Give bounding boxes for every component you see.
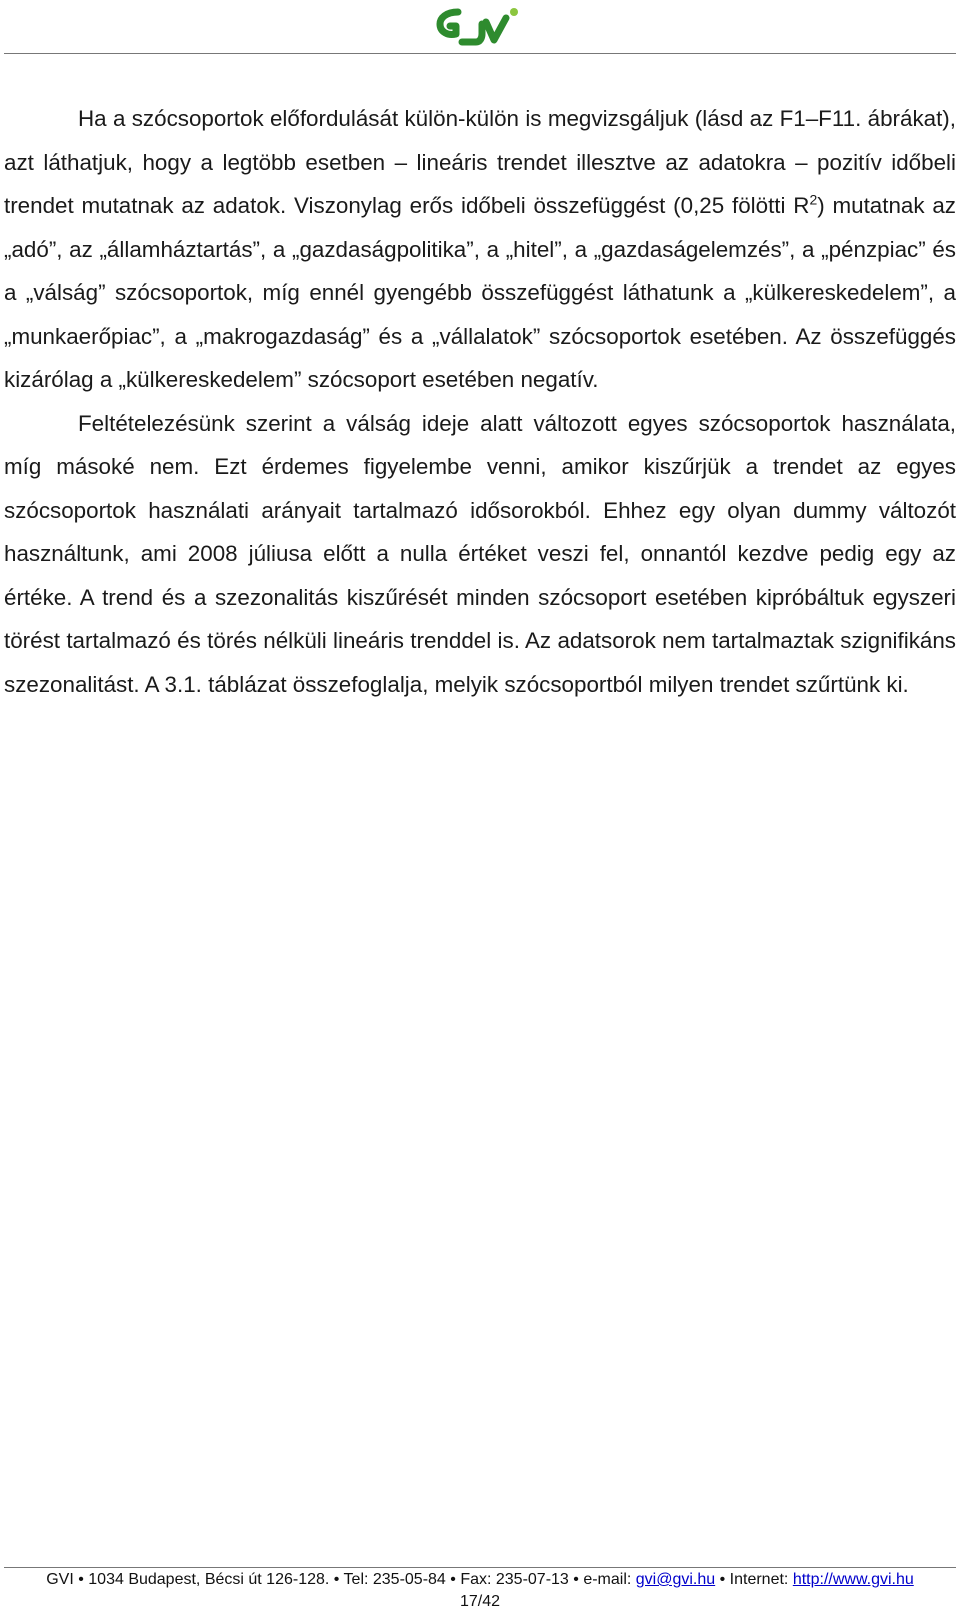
footer-address: GVI • 1034 Budapest, Bécsi út 126-128. • Tel: 235-05-84 • Fax: 235-07-13 • e-mail:: [46, 1571, 636, 1588]
document-body: [4, 97, 956, 706]
page-number: 17/42: [459, 1593, 501, 1610]
footer-divider: [4, 1567, 956, 1568]
footer-website-link[interactable]: http://www.gvi.hu: [792, 1571, 914, 1588]
gvi-logo-icon: [436, 2, 524, 48]
paragraph-1-part-b: ) mutatnak az „adó”, az „államháztartás”, a „gazdaságpolitika”, a „hitel”, a „gazdaságelemzés”, a „pénzpiac” és a „válság” szócsoportok, míg ennél gyengébb összefüggést láthatunk a „külkereskedelem”, a „munkaerőpiac”, a „makrogazdaság” és a „vállalatok” szócsoportok esetében. Az összefüggés kizárólag a „külkereskedelem” szócsoport esetében negatív.: [4, 193, 956, 392]
header-divider: [4, 53, 956, 54]
paragraph-1-part-a: Ha a szócsoportok előfordulását külön-külön is megvizsgáljuk (lásd az F1–F11. ábrákat), azt láthatjuk, hogy a legtöbb esetben – lineáris trendet illesztve az adatokra – pozitív időbeli trendet mutatnak az adatok. Viszonylag erős időbeli összefüggést (0,25 fölötti R: [4, 106, 956, 218]
superscript-2: 2: [809, 191, 818, 208]
footer-contact: [0, 1570, 960, 1590]
paragraph-2: Feltételezésünk szerint a válság ideje alatt változott egyes szócsoportok használata, míg másoké nem. Ezt érdemes figyelembe venni, amikor kiszűrjük a trendet az egyes szócsoportok használati arányait tartalmazó idősorokból. Ehhez egy olyan dummy változót használtunk, ami 2008 júliusa előtt a nulla értéket veszi fel, onnantól kezdve pedig egy az értéke. A trend és a szezonalitás kiszűrését minden szócsoport esetében kipróbáltuk egyszeri törést tartalmazó és törés nélküli lineáris trenddel is. Az adatsorok nem tartalmaztak szignifikáns szezonalitást. A 3.1. táblázat összefoglalja, melyik szócsoportból milyen trendet szűrtünk ki.: [4, 410, 956, 697]
footer-email-link[interactable]: gvi@gvi.hu: [635, 1571, 716, 1588]
paragraph-1: [4, 97, 956, 402]
footer-internet-label: • Internet:: [715, 1571, 793, 1588]
page-header: [0, 0, 960, 56]
